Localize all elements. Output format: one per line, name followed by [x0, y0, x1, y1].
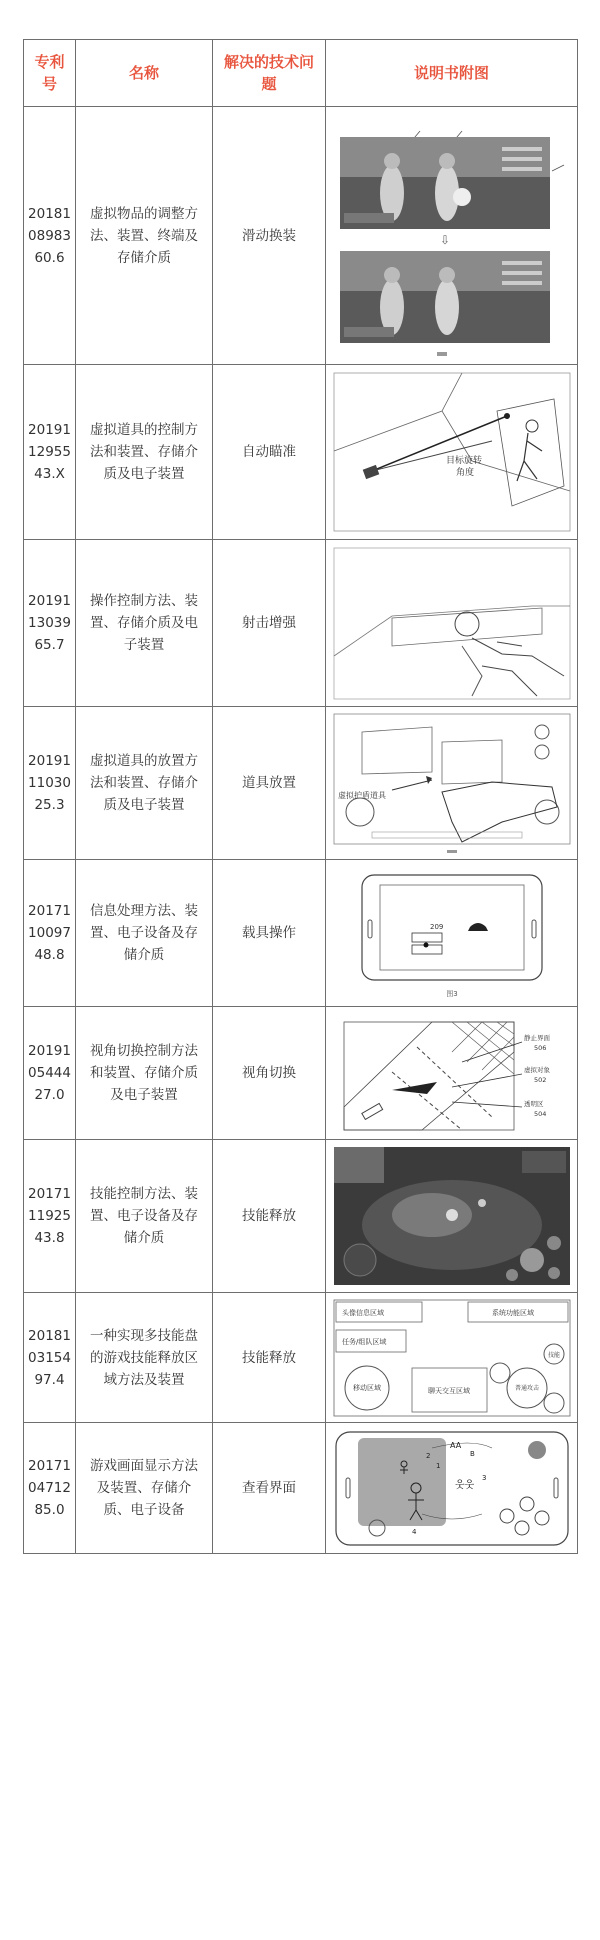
game-display-figure	[332, 1428, 572, 1549]
patent-figure	[326, 107, 578, 365]
patent-name: 技能控制方法、装置、电子设备及存储介质	[76, 1140, 213, 1293]
figure-label: 虚拟对象	[523, 1065, 550, 1074]
patent-name: 虚拟道具的控制方法和装置、存储介质及电子装置	[76, 365, 213, 540]
figure-label: 图3	[445, 989, 458, 998]
view-switch-figure	[332, 1012, 572, 1135]
table-row	[24, 540, 578, 707]
table-row	[24, 860, 578, 1007]
header-name: 名称	[76, 40, 213, 107]
figure-label: 3	[481, 1473, 486, 1482]
patent-number: 20191 11030 25.3	[24, 707, 76, 860]
patent-problem: 道具放置	[213, 707, 326, 860]
figure-label: 502	[533, 1075, 546, 1084]
patent-problem: 技能释放	[213, 1293, 326, 1423]
patent-figure	[326, 1423, 578, 1554]
patent-number: 20181 03154 97.4	[24, 1293, 76, 1423]
vehicle-phone-figure	[332, 865, 572, 1002]
patent-name: 游戏画面显示方法及装置、存储介质、电子设备	[76, 1423, 213, 1554]
patent-problem: 查看界面	[213, 1423, 326, 1554]
figure-label: B	[469, 1449, 475, 1458]
figure-label: 4	[411, 1527, 416, 1536]
figure-label: 504	[533, 1109, 546, 1118]
header-figure: 说明书附图	[326, 40, 578, 107]
aim-rotation-figure	[332, 371, 572, 533]
table-header-row	[24, 40, 578, 107]
figure-label: 角度	[455, 468, 474, 478]
patent-problem: 射击增强	[213, 540, 326, 707]
patent-figure	[326, 365, 578, 540]
patent-problem: 载具操作	[213, 860, 326, 1007]
figure-label: 透明区	[523, 1099, 543, 1108]
patent-number: 20191 13039 65.7	[24, 540, 76, 707]
patent-name: 一种实现多技能盘的游戏技能释放区域方法及装置	[76, 1293, 213, 1423]
patent-number: 20181 08983 60.6	[24, 107, 76, 365]
patent-problem: 技能释放	[213, 1140, 326, 1293]
figure-label: 静止界面	[523, 1033, 550, 1042]
figure-label: 普通攻击	[514, 1384, 539, 1392]
figure-label: 技能	[547, 1351, 560, 1359]
table-row	[24, 1423, 578, 1554]
patent-problem: 自动瞄准	[213, 365, 326, 540]
patent-number: 20191 05444 27.0	[24, 1007, 76, 1140]
patent-name: 虚拟道具的放置方法和装置、存储介质及电子装置	[76, 707, 213, 860]
figure-label: 209	[429, 922, 443, 931]
header-patent-number: 专利号	[24, 40, 76, 107]
patent-name: 视角切换控制方法和装置、存储介质及电子装置	[76, 1007, 213, 1140]
table-row	[24, 107, 578, 365]
patent-figure	[326, 1140, 578, 1293]
patent-number: 20171 11925 43.8	[24, 1140, 76, 1293]
patent-number: 20191 12955 43.X	[24, 365, 76, 540]
table-row	[24, 1007, 578, 1140]
figure-label: 移动区域	[352, 1383, 381, 1392]
skill-layout-figure	[332, 1298, 572, 1418]
figure-label: 1	[435, 1461, 440, 1470]
patent-figure	[326, 540, 578, 707]
table-row	[24, 365, 578, 540]
patent-problem: 视角切换	[213, 1007, 326, 1140]
patent-figure	[326, 1293, 578, 1423]
patent-problem: 滑动换装	[213, 107, 326, 365]
figure-label: 系统功能区域	[491, 1308, 534, 1317]
figure-label: AA	[449, 1440, 461, 1450]
table-row	[24, 1140, 578, 1293]
patent-number: 20171 10097 48.8	[24, 860, 76, 1007]
item-placement-figure	[332, 712, 572, 855]
svg-text:⇩: ⇩	[439, 233, 450, 247]
table-row	[24, 707, 578, 860]
figure-label: 聊天交互区域	[427, 1386, 470, 1395]
header-problem: 解决的技术问题	[213, 40, 326, 107]
patent-figure	[326, 860, 578, 1007]
figure-label: 头像信息区域	[341, 1308, 384, 1317]
patent-table	[23, 39, 578, 1554]
table-row	[24, 1293, 578, 1423]
moba-screen-figure	[332, 1145, 572, 1288]
figure-label: 506	[533, 1043, 546, 1052]
game-screens-figure	[332, 113, 572, 358]
patent-figure	[326, 1007, 578, 1140]
figure-label: 任务/组队区域	[341, 1337, 386, 1346]
svg-text:웃웃: 웃웃	[454, 1479, 474, 1491]
patent-name: 虚拟物品的调整方法、装置、终端及存储介质	[76, 107, 213, 365]
shooting-figure	[332, 546, 572, 701]
patent-number: 20171 04712 85.0	[24, 1423, 76, 1554]
figure-label: 2	[425, 1451, 430, 1460]
patent-name: 信息处理方法、装置、电子设备及存储介质	[76, 860, 213, 1007]
figure-label: 虚拟护盾道具	[337, 790, 386, 800]
patent-figure	[326, 707, 578, 860]
figure-label: 目标旋转	[445, 456, 482, 466]
patent-name: 操作控制方法、装置、存储介质及电子装置	[76, 540, 213, 707]
